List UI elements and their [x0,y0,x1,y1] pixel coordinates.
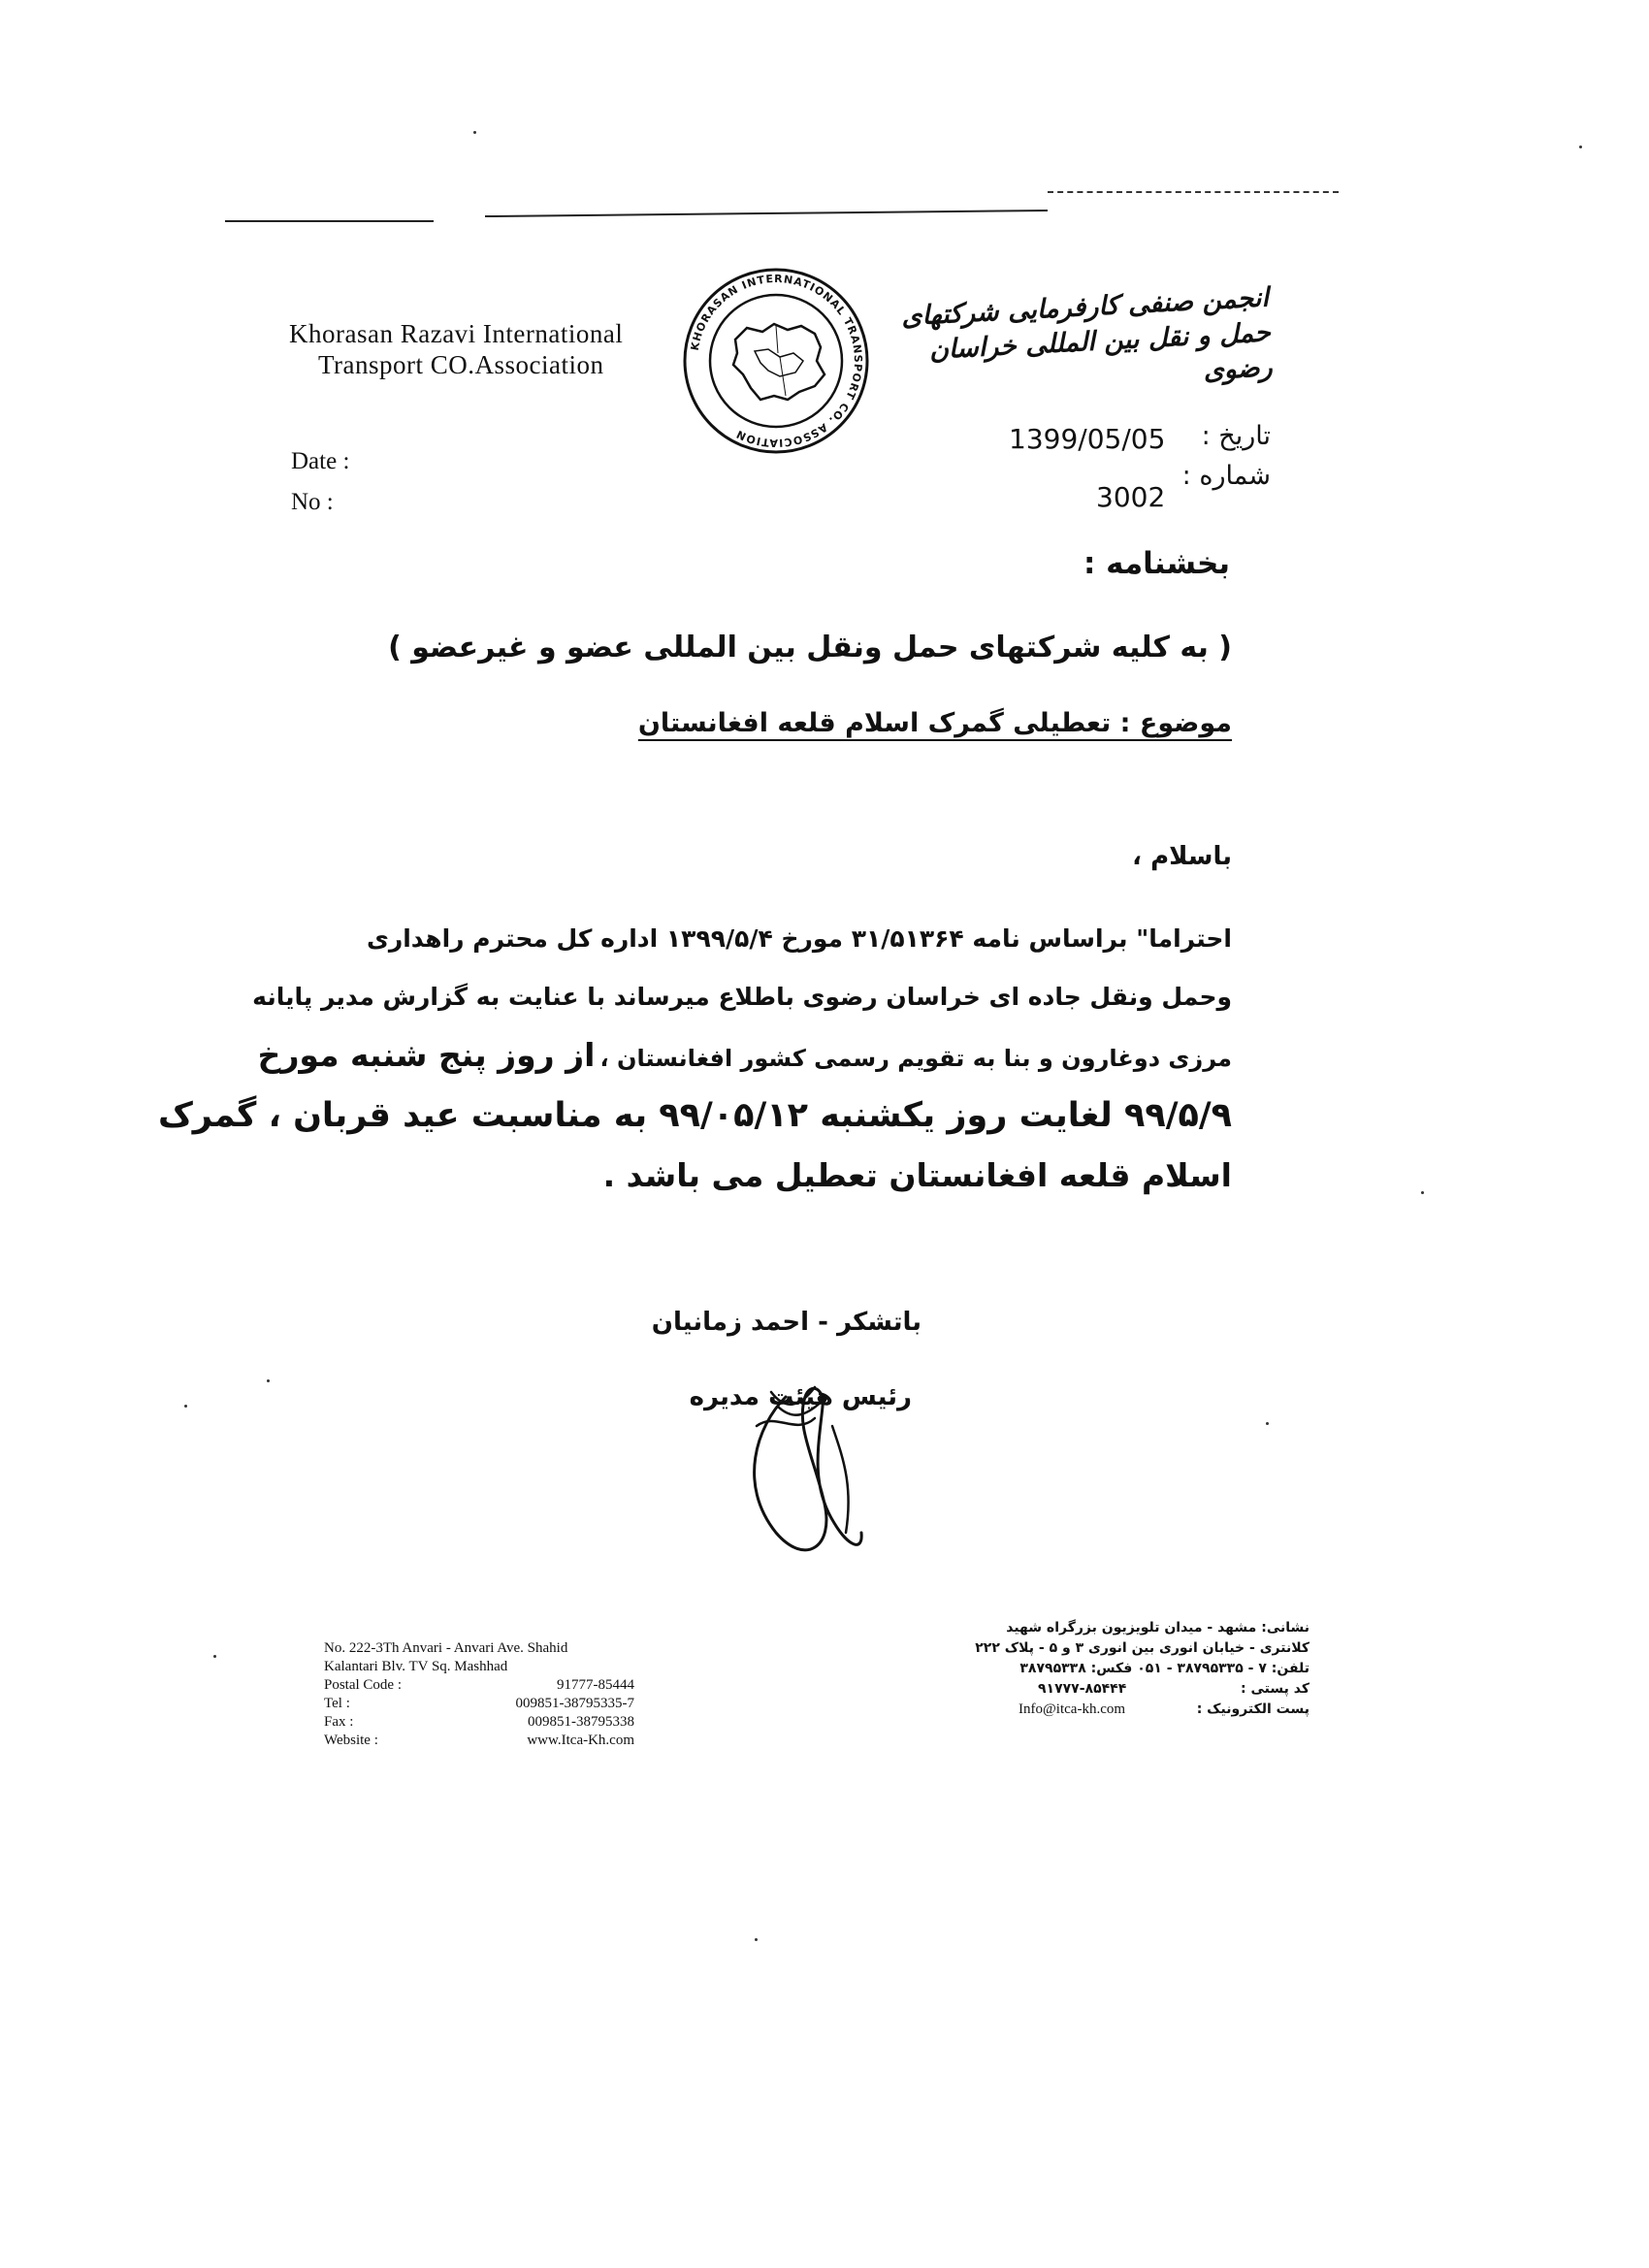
signatory-title: رئیس هیئت مدیره [689,1382,912,1411]
letter-recipients: ( به کلیه شرکتهای حمل ونقل بین المللی عضو و غیرعضو ) [388,631,1232,664]
scan-speck [1421,1191,1424,1194]
no-label-fa: شماره : [1181,461,1271,491]
footer-fa-address-2: کلانتری - خیابان انوری بین انوری ۳ و ۵ - پلاک ۲۲۲ [975,1640,1310,1656]
association-logo [679,264,873,458]
scan-speck [1266,1422,1269,1425]
footer-fa-postal-label: کد پستی : [1241,1681,1310,1697]
footer-en [324,1639,634,1750]
footer-en-postal [324,1676,634,1695]
logo-seal-icon [679,264,873,458]
letter-type: بخشنامه : [1083,546,1230,581]
footer-en-tel-value: 009851-38795335-7 [515,1696,634,1711]
svg-text:KHORASAN INTERNATIONAL TRANSPO [689,273,864,449]
footer-fa-postal-value: ۹۱۷۷۷-۸۵۴۴۴ [1038,1681,1127,1697]
letter-subject: موضوع : تعطیلی گمرک اسلام قلعه افغانستان [637,708,1232,738]
footer-fa-phones: تلفن: ۷ - ۳۸۷۹۵۳۳۵ - ۰۵۱ فکس: ۳۸۷۹۵۳۳۸ [1019,1661,1310,1676]
letter-closing: باتشکر - احمد زمانیان [651,1308,922,1337]
signature [718,1368,892,1571]
footer-fa-postal [980,1679,1310,1700]
scan-speck [213,1655,216,1658]
footer-en-fax-value: 009851-38795338 [528,1714,634,1730]
scan-speck [184,1405,187,1408]
date-label-en: Date : [291,448,350,474]
top-rule-left [225,220,434,222]
footer-fa-address-1: نشانی: مشهد - میدان تلویزیون بزرگراه شهید [1006,1620,1310,1636]
body-line-3-bold: از روز پنج شنبه مورخ [257,1036,596,1074]
body-line-3 [257,1026,1232,1085]
footer-en-postal-value: 91777-85444 [557,1677,634,1693]
date-value: 1399/05/05 [1009,423,1166,455]
footer-fa [975,1618,1310,1720]
footer-en-fax [324,1713,634,1732]
footer-en-fax-label: Fax : [324,1714,354,1730]
scan-speck [755,1938,758,1941]
footer-en-postal-label: Postal Code : [324,1677,403,1693]
org-name-en-line1: Khorasan Razavi International [289,319,624,348]
letter-body [157,910,1232,1205]
signature-icon [718,1368,892,1571]
body-line-1: احتراما" براساس نامه ۳۱/۵۱۳۶۴ مورخ ۱۳۹۹/۵/۴ اداره کل محترم راهداری [366,924,1232,953]
body-line-3-normal: مرزی دوغارون و بنا به تقویم رسمی کشور افغانستان ، [599,1045,1232,1072]
body-line-2: وحمل ونقل جاده ای خراسان رضوی باطلاع میرساند با عنایت به گزارش مدیر پایانه [252,983,1232,1011]
org-name-en [289,318,623,380]
top-rule-middle [485,210,1048,217]
footer-fa-email-label: پست الکترونیک : [1196,1701,1310,1717]
footer-en-address-2: Kalantari Blv. TV Sq. Mashhad [324,1659,508,1674]
footer-fa-email [980,1700,1310,1720]
footer-en-website [324,1732,634,1750]
footer-en-address-1: No. 222-3Th Anvari - Anvari Ave. Shahid [324,1640,568,1656]
no-value: 3002 [1096,481,1166,513]
date-label-fa: تاریخ : [1201,421,1271,451]
org-name-fa: انجمن صنفی کارفرمایی شرکتهای حمل و نقل بین المللی خراسان رضوی [900,282,1274,386]
org-name-en-line2: Transport CO.Association [318,350,604,379]
scan-speck [1579,146,1582,148]
footer-en-tel-label: Tel : [324,1696,350,1711]
scan-speck [473,131,476,134]
no-label-en: No : [291,489,334,515]
top-rule-right-dashed [1048,191,1339,193]
scan-speck [267,1379,270,1382]
footer-en-tel [324,1695,634,1713]
footer-en-website-label: Website : [324,1733,378,1748]
logo-ring-text: KHORASAN INTERNATIONAL TRANSPORT CO. ASSOCIATION [688,272,865,450]
footer-fa-email-value: Info@itca-kh.com [1018,1701,1126,1717]
body-line-5: اسلام قلعه افغانستان تعطیل می باشد . [602,1156,1232,1194]
letter-greeting: باسلام ، [1132,842,1232,871]
footer-en-website-value: www.Itca-Kh.com [527,1733,634,1748]
body-line-4: ۹۹/۵/۹ لغایت روز یکشنبه ۹۹/۰۵/۱۲ به مناسبت عید قربان ، گمرک [157,1096,1232,1135]
